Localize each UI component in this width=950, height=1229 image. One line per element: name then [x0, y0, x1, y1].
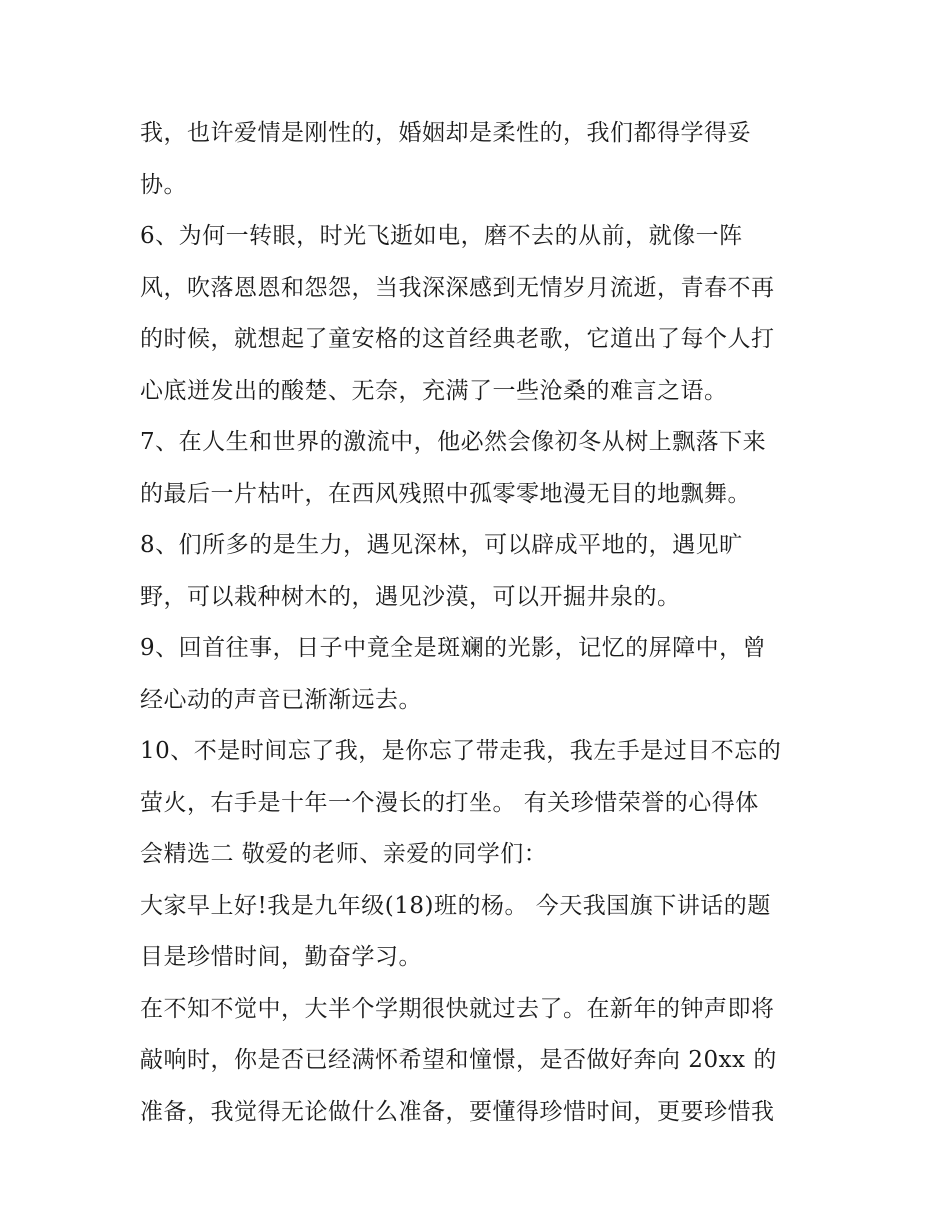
text-line: 萤火，右手是十年一个漫长的打坐。 有关珍惜荣誉的心得体 — [140, 789, 759, 816]
text-line: 会精选二 敬爱的老师、亲爱的同学们： — [140, 841, 548, 867]
text-line: 7、在人生和世界的激流中，他必然会像初冬从树上飘落下来 — [140, 429, 767, 455]
body-text — [140, 108, 820, 1138]
text-line: 经心动的声音已渐渐远去。 — [140, 686, 422, 713]
text-line: 10、不是时间忘了我，是你忘了带走我，我左手是过目不忘的 — [140, 738, 782, 764]
text-line: 风，吹落恩恩和怨怨，当我深深感到无情岁月流逝，青春不再 — [140, 274, 775, 301]
text-line: 心底迸发出的酸楚、无奈，充满了一些沧桑的难言之语。 — [140, 377, 728, 404]
text-line: 我，也许爱情是刚性的，婚姻却是柔性的，我们都得学得妥 — [140, 120, 751, 146]
text-line: 9、回首往事，日子中竟全是斑斓的光影，记忆的屏障中，曾 — [140, 635, 767, 661]
text-line: 目是珍惜时间，勤奋学习。 — [140, 944, 422, 970]
text-line: 准备，我觉得无论做什么准备，要懂得珍惜时间，更要珍惜我 — [140, 1098, 775, 1125]
text-line: 8、们所多的是生力，遇见深林，可以辟成平地的，遇见旷 — [140, 532, 743, 558]
text-line: 野，可以栽种树木的，遇见沙漠，可以开掘井泉的。 — [140, 583, 681, 610]
text-line: 的最后一片枯叶，在西风残照中孤零零地漫无目的地飘舞。 — [140, 480, 751, 507]
text-line: 敲响时，你是否已经满怀希望和憧憬，是否做好奔向 20xx 的 — [140, 1047, 777, 1073]
text-line: 6、为何一转眼，时光飞逝如电，磨不去的从前，就像一阵 — [140, 223, 743, 249]
text-line: 在不知不觉中，大半个学期很快就过去了。在新年的钟声即将 — [140, 995, 775, 1022]
text-line: 的时候，就想起了童安格的这首经典老歌，它道出了每个人打 — [140, 326, 775, 352]
text-line: 大家早上好!我是九年级(18)班的杨。 今天我国旗下讲话的题 — [140, 892, 771, 919]
text-line: 协。 — [140, 171, 187, 198]
